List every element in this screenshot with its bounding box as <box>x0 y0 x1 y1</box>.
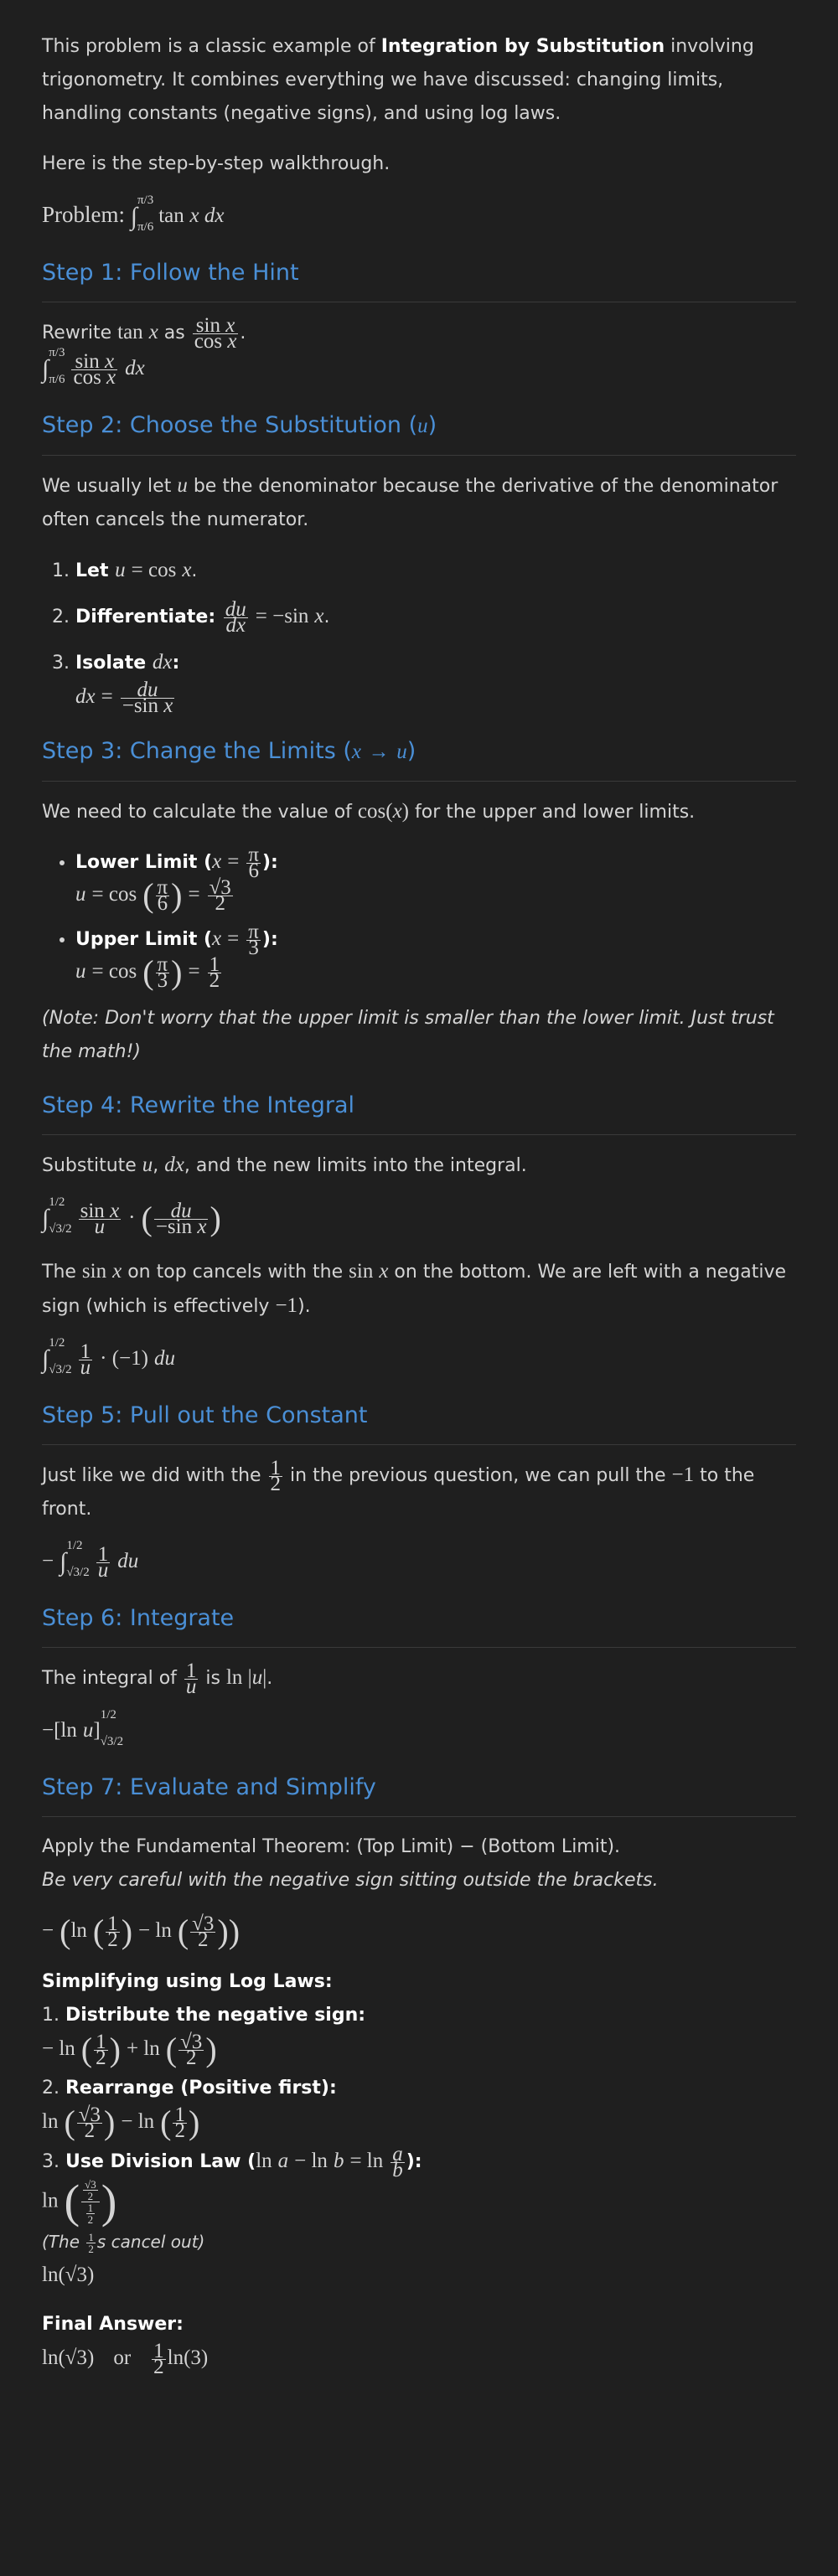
step1-as-text: as <box>158 323 191 343</box>
step2-text: We usually let <box>42 476 178 497</box>
item-label: Upper Limit ( <box>75 929 213 950</box>
step4-text: Substitute <box>42 1155 142 1176</box>
step6-paragraph: The integral of $\frac{1}{u}$ is ln |u|. <box>42 1659 273 1698</box>
step-number: 2. <box>42 2078 65 2098</box>
item-label: Lower Limit ( <box>75 852 213 873</box>
intro-text: This problem is a classic example of <box>42 36 381 57</box>
step5-heading: Step 5: Pull out the Constant <box>42 1399 796 1445</box>
step-number: 1. <box>42 2005 65 2026</box>
simplify-step-3: 3. Use Division Law (ln a − ln b = ln $\frac{a}{b}$ ): <box>42 2142 422 2181</box>
intro-bold: Integration by Substitution <box>380 36 665 57</box>
simplify-step-1 <box>42 1999 796 2032</box>
list-item: • Upper Limit (x = $\frac{\pi}{3}$ ): u = cos ( $\frac{\pi}{3}$ ) = $\frac{1}{2}$ <box>75 923 796 989</box>
step6-text-2: is <box>199 1668 226 1689</box>
simplify-result: ln(√3) <box>42 2264 95 2286</box>
step3-list <box>42 843 796 992</box>
intro-text-2: involving trigonometry. It combines everything we have discussed: changing limits, handling constants (negative signs), and using log laws. <box>42 36 754 124</box>
step4-integral-2: ∫ 1/2 √3/2 $\frac{1}{u}$ · (−1) du <box>42 1336 175 1379</box>
list-item: 2. Differentiate: $\frac{du}{dx}$ = −sin x. <box>75 600 796 634</box>
step2-heading-close: ) <box>427 412 437 438</box>
cancel-note: (The $\frac{1}{2}$ s cancel out) <box>42 2231 205 2255</box>
step5-text: Just like we did with the <box>42 1465 267 1486</box>
intro-paragraph <box>42 30 796 131</box>
list-item: 3. Isolate dx: dx = $\frac{du}{\text{−sin x}}$ <box>75 646 796 715</box>
step5-text-2: in the previous question, we can pull the <box>284 1465 672 1486</box>
simplify-expr-3: ln ( $\frac{\frac{√3}{2}}{\frac{1}{2}}$ ) <box>42 2176 117 2228</box>
step3-note: (Note: Don't worry that the upper limit is smaller than the lower limit. Just trust the math!) <box>42 1008 774 1062</box>
step3-text-2: for the upper and lower limits. <box>409 802 696 823</box>
step4-paragraph: Substitute u, dx, and the new limits into the integral. <box>42 1154 527 1176</box>
step1-integral: ∫ π/3 π/6 $\frac{\text{sin x}}{\text{cos x}}$ dx <box>42 346 145 389</box>
integral-limits: π/3 π/6 <box>137 194 154 234</box>
step7-paragraph: Apply the Fundamental Theorem: (Top Limit) − (Bottom Limit). <box>42 1836 621 1857</box>
list-item: 1. Let u = cos x. <box>75 554 796 588</box>
step3-heading-text: Step 3: Change the Limits ( <box>42 738 352 764</box>
step4-text-4: on top cancels with the <box>122 1262 349 1283</box>
step3-paragraph: We need to calculate the value of cos(x) for the upper and lower limits. <box>42 800 696 823</box>
cancel-note-text-2: s cancel out) <box>96 2232 205 2252</box>
step6-heading: Step 6: Integrate <box>42 1602 796 1648</box>
final-answer: ln(√3) or $\frac{1}{2}$ ln(3) <box>42 2339 209 2378</box>
step1-heading: Step 1: Follow the Hint <box>42 256 796 302</box>
step7-heading: Step 7: Evaluate and Simplify <box>42 1771 796 1817</box>
step4-text-2: , and the new limits into the integral. <box>184 1155 527 1176</box>
step2-heading-text: Step 2: Choose the Substitution ( <box>42 412 418 438</box>
list-item: • Lower Limit (x = $\frac{\pi}{6}$ ): u = cos ( $\frac{\pi}{6}$ ) = $\frac{√3}{2}$ <box>75 846 796 911</box>
problem-label: Problem: <box>42 202 131 228</box>
step3-text: We need to calculate the value of <box>42 802 358 823</box>
cancel-note-text: (The <box>42 2232 85 2252</box>
item-label: Differentiate: <box>75 607 222 627</box>
step4-text-3: The <box>42 1262 82 1283</box>
simplify-expr-1: − ln ( $\frac{1}{2}$ ) + ln ( $\frac{√3}{2}$ ) <box>42 2030 217 2069</box>
step2-list <box>42 554 796 715</box>
step7-warning: Be very careful with the negative sign sitting outside the brackets. <box>42 1870 659 1891</box>
item-label: Let <box>75 560 116 581</box>
step-number: 3. <box>42 2151 65 2172</box>
step1-rewrite-text: Rewrite <box>42 323 118 343</box>
step2-paragraph: We usually let u be the denominator because the derivative of the denominator often cancels the numerator. <box>42 474 779 530</box>
step2-heading: Step 2: Choose the Substitution (u) <box>42 409 796 456</box>
simplify-expr-2: ln ( $\frac{√3}{2}$ ) − ln ( $\frac{1}{2}$ ) <box>42 2103 200 2142</box>
step4-heading: Step 4: Rewrite the Integral <box>42 1089 796 1135</box>
step2-text-2: be the denominator because the derivative of the denominator often cancels the numerator. <box>42 476 779 530</box>
step-label: Use Division Law ( <box>65 2151 256 2172</box>
step4-text-5: on the bottom. We are left with a negative sign (which is effectively <box>42 1262 787 1317</box>
step5-paragraph: Just like we did with the $\frac{1}{2}$ in the previous question, we can pull the −1 to the front. <box>42 1456 755 1520</box>
step5-integral: − ∫ 1/2 √3/2 $\frac{1}{u}$ du <box>42 1539 139 1582</box>
step3-heading: Step 3: Change the Limits (x → u) <box>42 735 796 782</box>
step6-result: −[ln u] 1/2 √3/2 <box>42 1708 124 1748</box>
final-or: or <box>113 2346 132 2369</box>
final-answer-label: Final Answer: <box>42 2314 184 2335</box>
step3-heading-close: ) <box>406 738 416 764</box>
fraction: $\frac{\text{sin x}}{\text{cos x}}$ <box>194 313 237 353</box>
integral-sign: ∫ <box>130 203 137 230</box>
step-label: Rearrange (Positive first): <box>65 2078 337 2098</box>
step-label: Distribute the negative sign: <box>65 2005 366 2026</box>
step6-text: The integral of <box>42 1668 183 1689</box>
step5-text-3: to the front. <box>42 1465 755 1520</box>
step4-paragraph-2: The sin x on top cancels with the sin x on the bottom. We are left with a negative sign (which is effectively −1). <box>42 1260 787 1317</box>
problem-statement: Problem: ∫ π/3 π/6 tan x dx <box>42 198 796 236</box>
simplify-step-2 <box>42 2072 796 2105</box>
step-label-close: ): <box>406 2151 422 2172</box>
step4-integral-1: ∫ 1/2 √3/2 $\frac{\text{sin x}}{u}$ · ( $\frac{du}{\text{−sin x}}$ ) <box>42 1195 221 1238</box>
simplify-label: Simplifying using Log Laws: <box>42 1971 333 1992</box>
step7-expression: − (ln ( $\frac{1}{2}$ ) − ln ( $\frac{√3}{2}$ )) <box>42 1912 241 1951</box>
item-label: Isolate <box>75 653 153 674</box>
step1-rewrite: Rewrite tan x as $\frac{\text{sin x}}{\text{cos x}}$ . <box>42 313 246 353</box>
walkthrough-note: Here is the step-by-step walkthrough. <box>42 153 391 174</box>
